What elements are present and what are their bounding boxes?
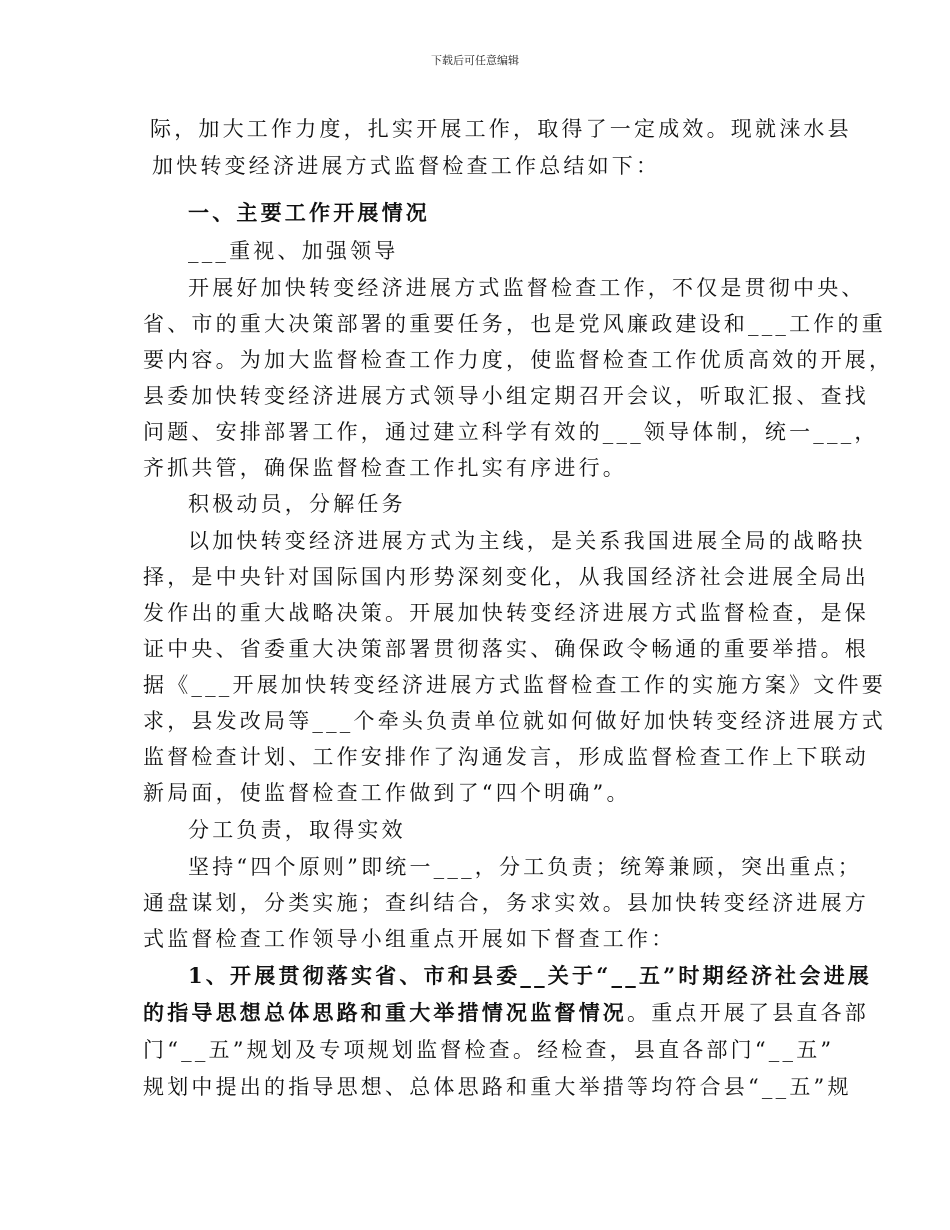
text-line: 新局面，使监督检查工作做到了“四个明确”。 [143,781,631,805]
text-line: 门“__五”规划及专项规划监督检查。经检查，县直各部门“__五” [143,1038,835,1062]
text-line: 坚持“四个原则”即统一___，分工负责；统筹兼顾，突出重点； [188,855,862,879]
text-line: 证中央、省委重大决策部署贯彻落实、确保政令畅通的重要举措。根 [143,637,869,661]
text-line: 通盘谋划，分类实施；查纠结合，务求实效。县加快转变经济进展方 [143,891,869,915]
text-line: 开展好加快转变经济进展方式监督检查工作，不仅是贯彻中央、 [188,276,866,300]
text-line: 县委加快转变经济进展方式领导小组定期召开会议，听取汇报、查找 [143,384,869,408]
bold-lead-text: 的指导思想总体思路和重大举措情况监督情况 [143,1000,627,1025]
text-line: 发作出的重大战略决策。开展加快转变经济进展方式监督检查，是保 [143,601,869,625]
text-line: 择，是中央针对国际国内形势深刻变化，从我国经济社会进展全局出 [143,565,869,589]
text-line: 式监督检查工作领导小组重点开展如下督查工作： [143,927,676,951]
text-line: 求，县发改局等___个牵头负责单位就如何做好加快转变经济进展方式 [143,709,886,733]
text-line: 加快转变经济进展方式监督检查工作总结如下： [152,154,661,178]
subheading: 分工负责，取得实效 [188,818,406,842]
text-continuation: 。重点开展了县直各部 [627,1001,869,1025]
subheading: 积极动员，分解任务 [188,492,406,516]
text-line: 据《___开展加快转变经济进展方式监督检查工作的实施方案》文件要 [143,673,886,697]
text-line: 问题、安排部署工作，通过建立科学有效的___领导体制，统一___， [143,420,879,444]
text-line: 以加快转变经济进展方式为主线，是关系我国进展全局的战略抉 [188,529,866,553]
bold-text-line: 1、开展贯彻落实省、市和县委__关于“__五”时期经济社会进展 [188,963,872,988]
subheading: ___重视、加强领导 [188,239,399,263]
text-line: 要内容。为加大监督检查工作力度，使监督检查工作优质高效的开展， [143,348,894,372]
page-header: 下载后可任意编辑 [431,54,519,67]
mixed-text-line [143,999,869,1027]
section-heading: 一、主要工作开展情况 [188,200,430,225]
text-line: 齐抓共管，确保监督检查工作扎实有序进行。 [143,456,627,480]
text-line: 际，加大工作力度，扎实开展工作，取得了一定成效。现就涞水县 [150,117,852,141]
text-line: 规划中提出的指导思想、总体思路和重大举措等均符合县“__五”规 [143,1075,852,1099]
text-line: 省、市的重大决策部署的重要任务，也是党风廉政建设和___工作的重 [143,312,886,336]
text-line: 监督检查计划、工作安排作了沟通发言，形成监督检查工作上下联动 [143,745,869,769]
